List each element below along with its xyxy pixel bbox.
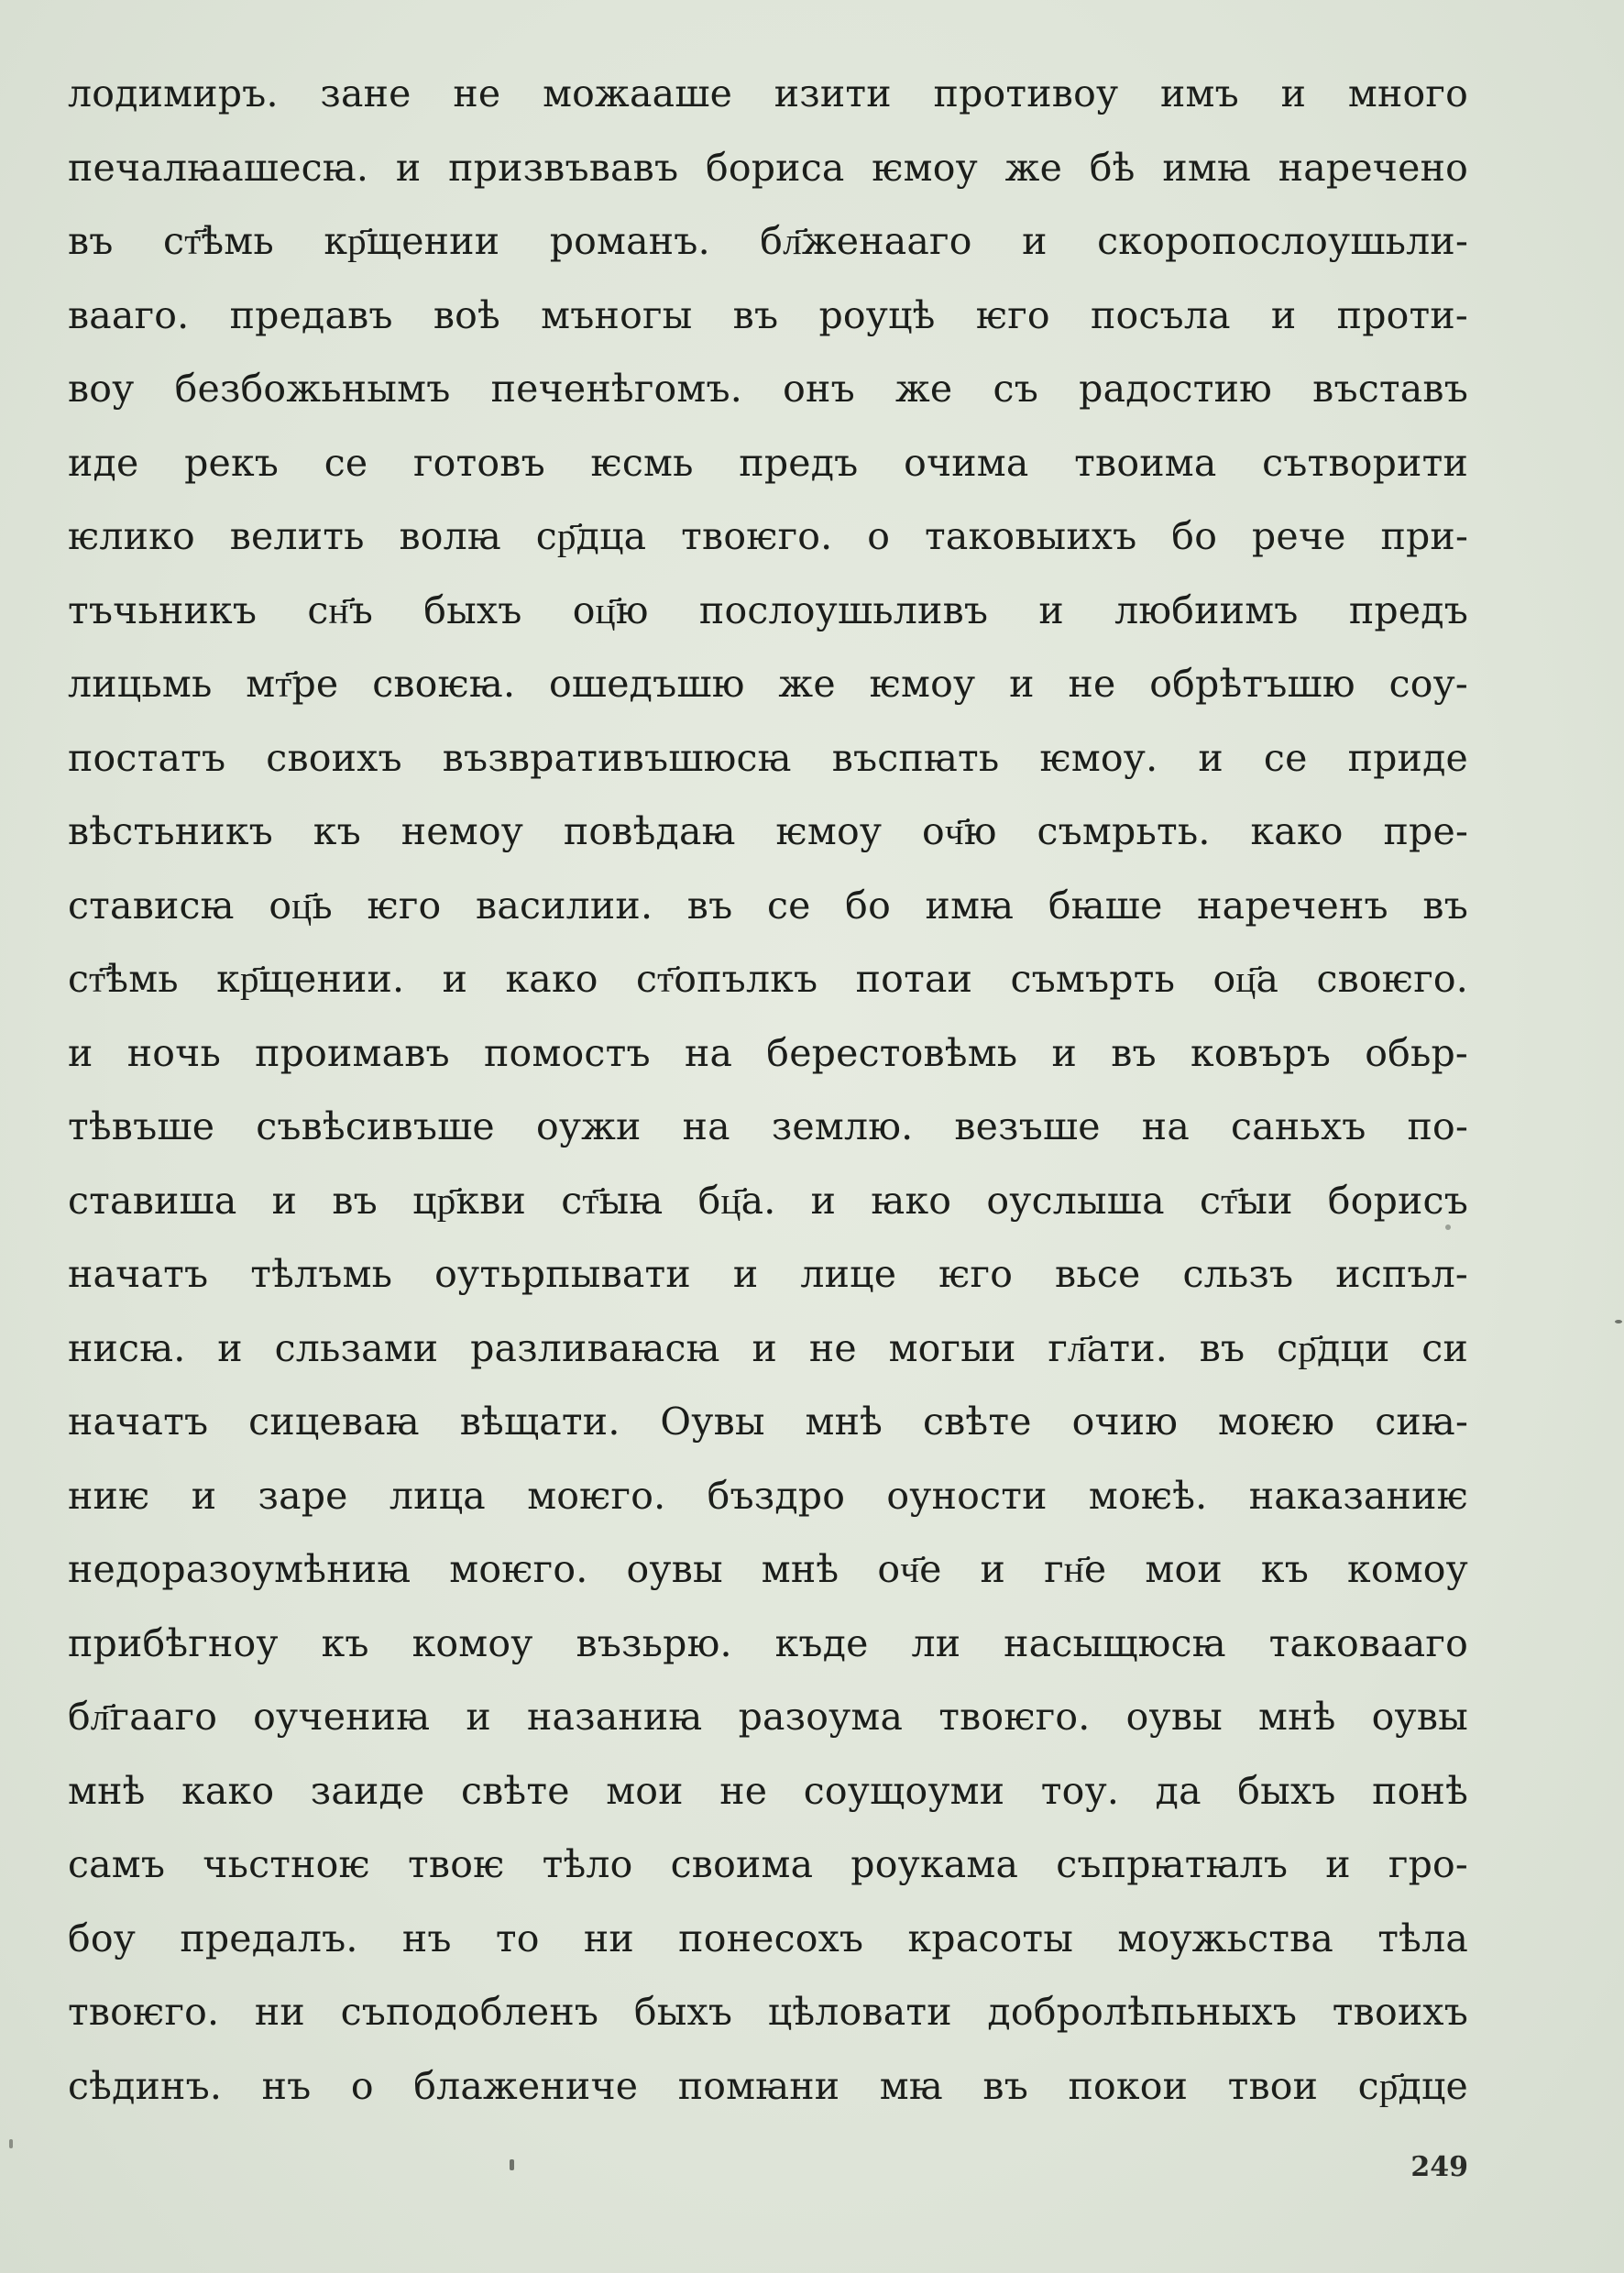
text-line: лодимиръ. зане не можааше изити противоу имъ и много xyxy=(68,71,1468,115)
text-line: ставиша и въ цр҃кви ст҃ыꙗ бц҃а. и ꙗко оуслыша ст҃ыи борисъ xyxy=(68,1178,1468,1223)
text-line: печалꙗашесꙗ. и призвъвавъ бориса ѥмоу же бѣ имꙗ наречено xyxy=(68,145,1468,190)
paper-speck xyxy=(9,2139,13,2148)
text-line: тѣвъше съвѣсивъше оужи на землю. везъше на саньхъ по- xyxy=(68,1104,1468,1148)
text-line: въ ст҃ѣмь кр҃щении романъ. бл҃женааго и скоропослоушьли- xyxy=(68,219,1468,263)
text-line: бл҃гааго оучениꙗ и назаниꙗ разоума твоѥго. оувы мнѣ оувы xyxy=(68,1695,1468,1739)
text-line: стависꙗ оц҃ь ѥго василии. въ се бо имꙗ бꙗше нареченъ въ xyxy=(68,883,1468,928)
text-line: вѣстьникъ къ немоу повѣдаꙗ ѥмоу оч҃ю съмрьть. како пре- xyxy=(68,809,1468,853)
text-line: начатъ сицеваꙗ вѣщати. Оувы мнѣ свѣте очию моѥю сиꙗ- xyxy=(68,1400,1468,1444)
text-line: воу безбожьнымъ печенѣгомъ. онъ же съ радостию въставъ xyxy=(68,367,1468,411)
text-line: боу предалъ. нъ то ни понесохъ красоты моужьства тѣла xyxy=(68,1916,1468,1960)
text-line: ниѥ и заре лица моѥго. бъздро оуности моѥѣ. наказаниѥ xyxy=(68,1473,1468,1518)
paper-speck xyxy=(1615,1320,1622,1323)
text-line: иде рекъ се готовъ ѥсмь предъ очима твоима сътворити xyxy=(68,440,1468,485)
text-line: прибѣгноу къ комоу възьрю. къде ли насыщюсꙗ таковааго xyxy=(68,1620,1468,1665)
text-line: сѣдинъ. нъ о блаженичe помꙗни мꙗ въ покои твои ср҃дце xyxy=(68,2063,1468,2108)
text-line: мнѣ како заиде свѣте мои не соущоуми тоу. да быхъ понѣ xyxy=(68,1768,1468,1813)
text-line: самъ чьстноѥ твоѥ тѣло своима роукама съпрꙗтꙗлъ и гро- xyxy=(68,1842,1468,1886)
text-line: лицьмь мт҃ре своѥꙗ. ошедъшю же ѥмоу и не обрѣтъшю соу- xyxy=(68,662,1468,706)
text-line: вааго. предавъ воѣ мъногы въ роуцѣ ѥго посъла и проти- xyxy=(68,292,1468,337)
text-line: твоѥго. ни съподобленъ быхъ цѣловати добролѣпьныхъ твоихъ xyxy=(68,1990,1468,2034)
page-number: 249 xyxy=(1410,2151,1468,2183)
text-line: тъчьникъ сн҃ъ быхъ оц҃ю послоушьливъ и любиимъ предъ xyxy=(68,587,1468,632)
text-line: ѥлико велить волꙗ ср҃дца твоѥго. о таковыихъ бо рече при- xyxy=(68,514,1468,558)
text-line: и ночь проимавъ помостъ на берестовѣмь и въ ковъръ обьр- xyxy=(68,1030,1468,1075)
text-line: начатъ тѣлъмь оутьрпывати и лице ѥго вьсе сльзъ испъл- xyxy=(68,1252,1468,1296)
text-line: недоразоумѣниꙗ моѥго. оувы мнѣ оч҃е и гн҃е мои къ комоу xyxy=(68,1547,1468,1591)
text-line: постатъ своихъ възвративъшюсꙗ въспꙗть ѥмоу. и се приде xyxy=(68,735,1468,780)
body-text xyxy=(68,57,1468,2123)
paper-speck xyxy=(1445,1224,1451,1230)
text-line: ст҃ѣмь кр҃щении. и како ст҃опълкъ потаи съмърть оц҃а своѥго. xyxy=(68,957,1468,1001)
text-line: нисꙗ. и сльзами разливаꙗсꙗ и не могыи гл҃ати. въ ср҃дци си xyxy=(68,1325,1468,1370)
paper-speck xyxy=(510,2159,514,2170)
